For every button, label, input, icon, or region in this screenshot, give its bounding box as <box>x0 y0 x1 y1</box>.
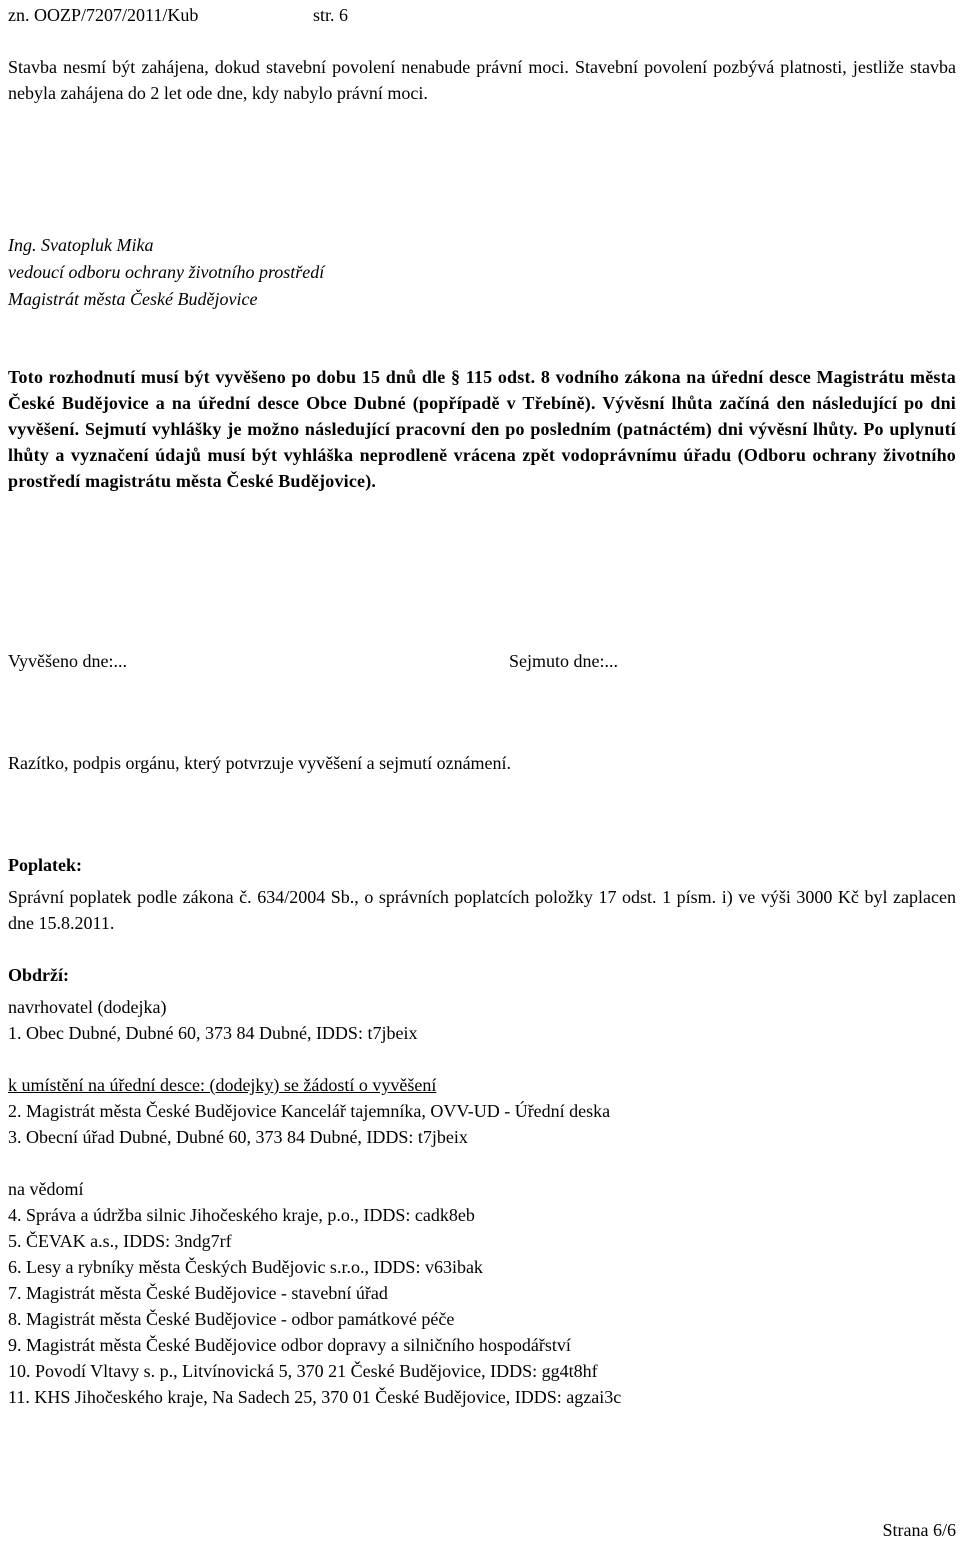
recipients-list-notice-board <box>8 1072 956 1150</box>
posting-notice-paragraph: Toto rozhodnutí musí být vyvěšeno po dobu 15 dnů dle § 115 odst. 8 vodního zákona na úřední desce Magistrátu města České Budějovice a na úřední desce Obce Dubné (popřípadě v Třebíně). Vývěsní lhůta začíná den následující po dni vyvěšení. Sejmutí vyhlášky je možno následující pracovní den po posledním (patnáctém) dni vývěsní lhůty. Po uplynutí lhůty a vyznačení údajů musí být vyhláška neprodleně vrácena zpět vodoprávnímu úřadu (Odboru ochrany životního prostředí magistrátu města České Budějovice). <box>8 367 956 491</box>
list-item: navrhovatel (dodejka) <box>8 997 167 1017</box>
stamp-signature-line: Razítko, podpis orgánu, který potvrzuje vyvěšení a sejmutí oznámení. <box>8 753 512 773</box>
signatory-position: vedoucí odboru ochrany životního prostředí <box>8 262 325 282</box>
list-item: 9. Magistrát města České Budějovice odbor dopravy a silničního hospodářství <box>8 1335 571 1355</box>
for-information-group-title: na vědomí <box>8 1179 84 1199</box>
reference-number: zn. OOZP/7207/2011/Kub <box>8 5 199 25</box>
notice-board-group-title: k umístění na úřední desce: (dodejky) se žádostí o vyvěšení <box>8 1075 437 1095</box>
document-page <box>8 0 956 1544</box>
signatory-office: Magistrát města České Budějovice <box>8 289 258 309</box>
intro-paragraph: Stavba nesmí být zahájena, dokud stavební povolení nenabude právní moci. Stavební povolení pozbývá platnosti, jestliže stavba nebyla zahájena do 2 let ode dne, kdy nabylo právní moci. <box>8 57 956 103</box>
page-header <box>8 4 349 26</box>
recipients-list-primary <box>8 994 956 1046</box>
signatory-name: Ing. Svatopluk Mika <box>8 235 154 255</box>
list-item: 8. Magistrát města České Budějovice - odbor památkové péče <box>8 1309 455 1329</box>
removed-date-label: Sejmuto dne:... <box>509 651 618 671</box>
list-item: 11. KHS Jihočeského kraje, Na Sadech 25, 370 01 České Budějovice, IDDS: agzai3c <box>8 1387 622 1407</box>
header-page-number: str. 6 <box>313 5 349 25</box>
list-item: 2. Magistrát města České Budějovice Kancelář tajemníka, OVV-UD - Úřední deska <box>8 1101 611 1121</box>
list-item: 1. Obec Dubné, Dubné 60, 373 84 Dubné, IDDS: t7jbeix <box>8 1023 418 1043</box>
list-item: 4. Správa a údržba silnic Jihočeského kraje, p.o., IDDS: cadk8eb <box>8 1205 475 1225</box>
list-item: 6. Lesy a rybníky města Českých Budějovic s.r.o., IDDS: v63ibak <box>8 1257 483 1277</box>
posted-date-label: Vyvěšeno dne:... <box>8 651 127 671</box>
recipients-list-for-information <box>8 1176 956 1410</box>
list-item: 3. Obecní úřad Dubné, Dubné 60, 373 84 Dubné, IDDS: t7jbeix <box>8 1127 468 1147</box>
list-item: 10. Povodí Vltavy s. p., Litvínovická 5, 370 21 České Budějovice, IDDS: gg4t8hf <box>8 1361 598 1381</box>
posting-dates-row <box>8 648 956 674</box>
recipients-heading: Obdrží: <box>8 965 69 985</box>
page-footer-number: Strana 6/6 <box>882 1520 956 1540</box>
list-item: 5. ČEVAK a.s., IDDS: 3ndg7rf <box>8 1231 232 1251</box>
signature-block <box>8 232 956 313</box>
fee-paragraph: Správní poplatek podle zákona č. 634/2004 Sb., o správních poplatcích položky 17 odst. 1 písm. i) ve výši 3000 Kč byl zaplacen dne 15.8.2011. <box>8 887 956 933</box>
list-item: 7. Magistrát města České Budějovice - stavební úřad <box>8 1283 388 1303</box>
fee-heading: Poplatek: <box>8 855 82 875</box>
